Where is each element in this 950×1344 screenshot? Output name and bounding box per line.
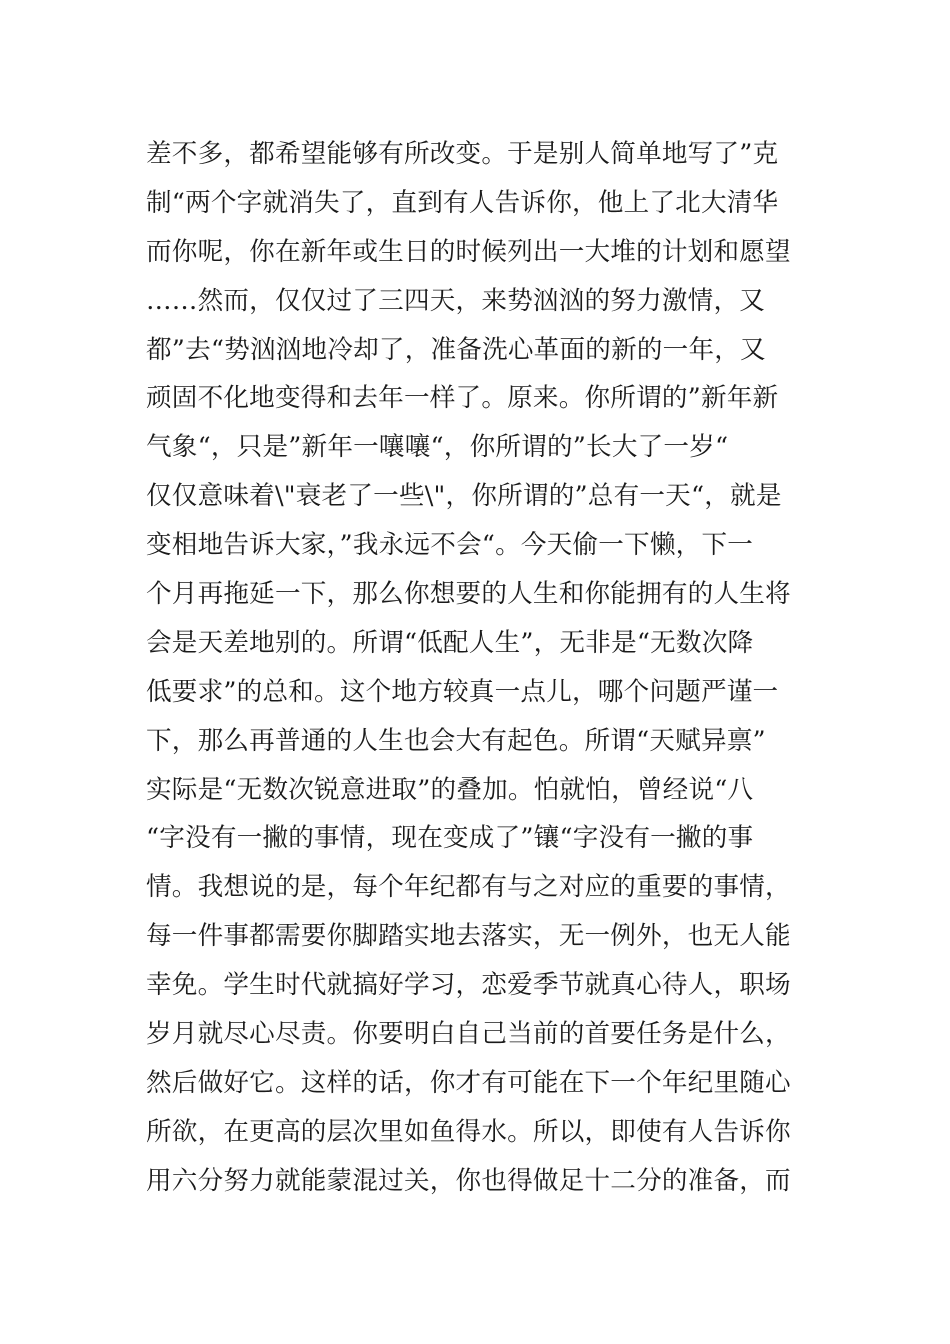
body-text bbox=[146, 130, 826, 1206]
text-line: 下，那么再普通的人生也会大有起色。所谓“天赋异禀” bbox=[146, 725, 766, 756]
text-line: “字没有一撇的事情，现在变成了”镶“字没有一撇的事 bbox=[146, 823, 754, 854]
text-line: 会是天差地别的。所谓“低配人生”，无非是“无数次降 bbox=[146, 627, 754, 658]
text-line: 而你呢，你在新年或生日的时候列出一大堆的计划和愿望 bbox=[146, 236, 791, 267]
text-line: 仅仅意味着\"衰老了一些\"，你所谓的”总有一天“，就是 bbox=[146, 481, 782, 512]
text-line: 幸免。学生时代就搞好学习，恋爱季节就真心待人，职场 bbox=[146, 970, 791, 1001]
text-line: 然后做好它。这样的话，你才有可能在下一个年纪里随心 bbox=[146, 1067, 791, 1098]
text-line: 都”去“势汹汹地冷却了，准备洗心革面的新的一年，又 bbox=[146, 334, 766, 365]
text-line: 制“两个字就消失了，直到有人告诉你，他上了北大清华 bbox=[146, 187, 779, 218]
text-line: 实际是“无数次锐意进取”的叠加。怕就怕，曾经说“八 bbox=[146, 774, 754, 805]
text-line: 差不多，都希望能够有所改变。于是别人简单地写了”克 bbox=[146, 139, 779, 169]
text-line: 顽固不化地变得和去年一样了。原来。你所谓的”新年新 bbox=[146, 383, 779, 414]
text-line: 岁月就尽心尽责。你要明白自己当前的首要任务是什么， bbox=[146, 1019, 791, 1050]
text-line: 情。我想说的是，每个年纪都有与之对应的重要的事情， bbox=[146, 872, 791, 903]
text-line: 变相地告诉大家，”我永远不会“。今天偷一下懒，下一 bbox=[146, 530, 754, 561]
text-line: 所欲，在更高的层次里如鱼得水。所以，即使有人告诉你 bbox=[146, 1116, 791, 1147]
text-line: 用六分努力就能蒙混过关，你也得做足十二分的准备，而 bbox=[146, 1165, 791, 1196]
text-line: 每一件事都需要你脚踏实地去落实，无一例外，也无人能 bbox=[146, 921, 791, 952]
text-line: 个月再拖延一下，那么你想要的人生和你能拥有的人生将 bbox=[146, 579, 791, 610]
text-line: 低要求”的总和。这个地方较真一点儿，哪个问题严谨一 bbox=[146, 676, 779, 707]
text-line: ……然而，仅仅过了三四天，来势汹汹的努力激情，又 bbox=[146, 285, 766, 316]
text-line: 气象“，只是”新年一嚷嚷“，你所谓的”长大了一岁“ bbox=[146, 432, 729, 463]
